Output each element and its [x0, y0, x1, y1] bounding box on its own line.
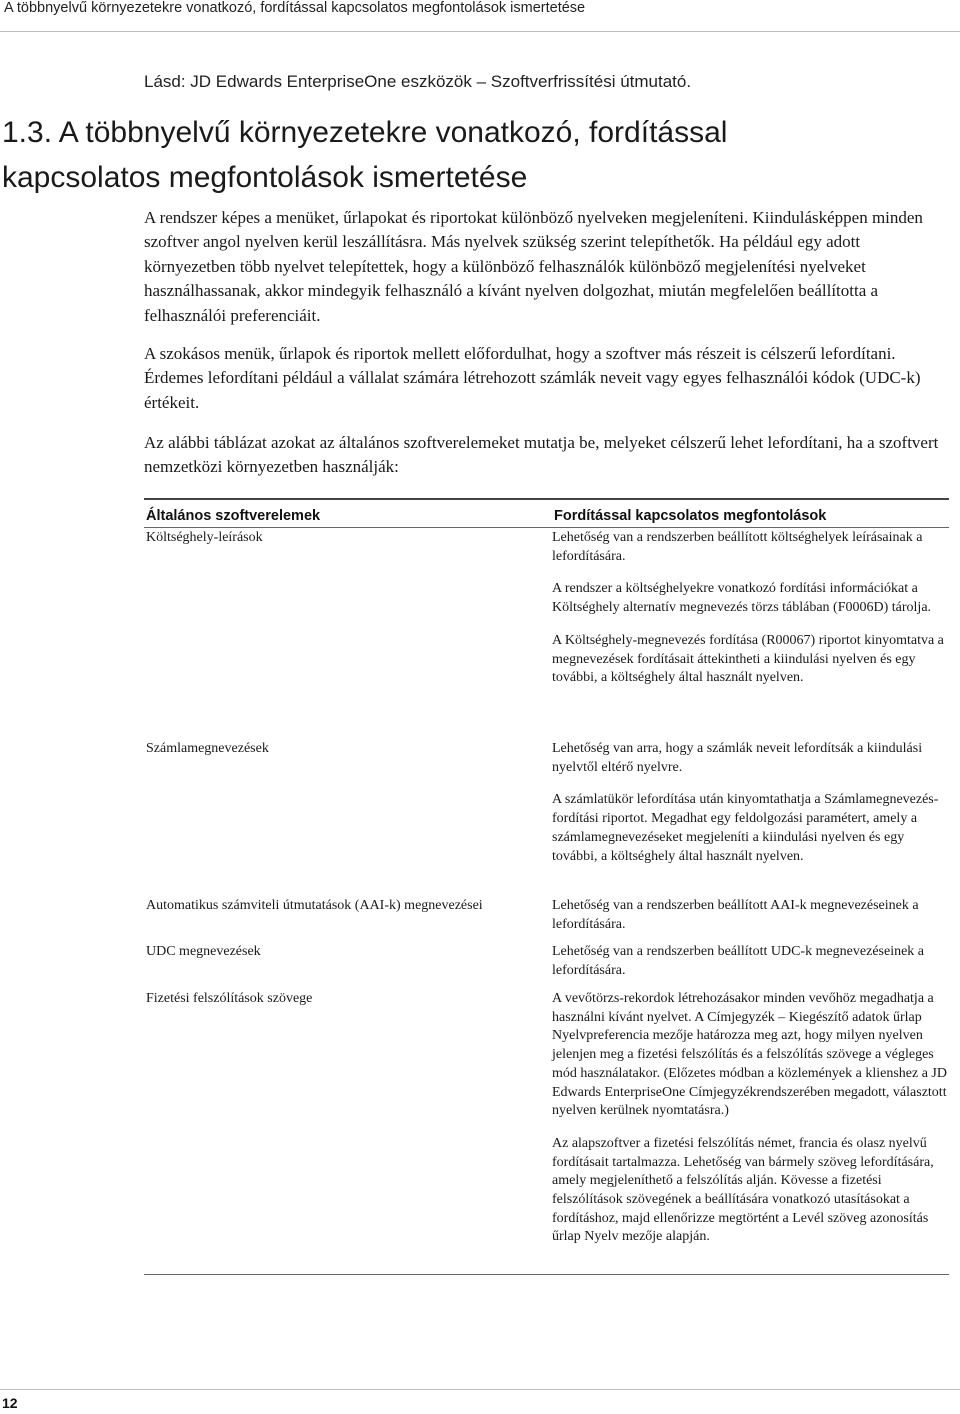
section-heading-line-1: 1.3. A többnyelvű környezetekre vonatkozó, fordítással [2, 116, 728, 149]
row-element: Számlamegnevezések [146, 741, 269, 756]
row-note: Lehetőség van arra, hogy a számlák neveit lefordítsák a kiindulási nyelvtől eltérő nyelvre. [552, 741, 923, 775]
intro-paragraph: A rendszer képes a menüket, űrlapokat és riportokat különböző nyelveken megjeleníteni. Kiindulásképpen minden szoftver angol nyelven kerül leszállításra. Más nyelvek szükség szerint telepíthetők. Ha például egy adott környezetben több nyelvet telepítettek, hogy a különböző felhasználók különböző megjelenítési nyelveket használhassanak, akkor mindegyik felhasználó a kívánt nyelven dolgozhat, miután megfelelően beállította a felhasználói preferenciáit. [144, 208, 923, 325]
table-row [144, 897, 949, 948]
row-note: A vevőtörzs-rekordok létrehozásakor minden vevőhöz megadhatja a használni kívánt nyelvet. A Címjegyzék – Kiegészítő adatok űrlap Nyelvpreferencia mezője határozza meg azt, hogy milyen nyelven jelenjen meg a fizetési felszólítás és a felszólítás szövege a végleges mód használatakor. (Előzetes módban a közlemények a klienshez a JD Edwards EnterpriseOne Címjegyzékrendszerében megadott, választott nyelven kerülnek nyomtatásra.) [552, 991, 947, 1119]
footer-divider [0, 1389, 960, 1390]
table-row [144, 740, 949, 880]
table-row [144, 943, 949, 994]
header-divider [0, 31, 960, 32]
translation-considerations-table [144, 498, 949, 1245]
row-element: Költséghely-leírások [146, 530, 263, 545]
table-header-rule [144, 527, 949, 528]
other-parts-paragraph: A szokásos menük, űrlapok és riportok mellett előfordulhat, hogy a szoftver más részeit is célszerű lefordítani. Érdemes lefordítani például a vállalat számára létrehozott számlák neveit vagy egyes felhasználói kódok (UDC-k) értékeit. [144, 344, 921, 412]
running-header: A többnyelvű környezetekre vonatkozó, fordítással kapcsolatos megfontolások ismertetése [4, 0, 586, 16]
row-notes [552, 529, 947, 702]
row-note: A Költséghely-megnevezés fordítása (R00067) riportot kinyomtatva a megnevezések fordításait áttekintheti a kiindulási nyelven és egy további, a költséghely által használt nyelven. [552, 632, 944, 686]
table-header-row [144, 500, 949, 526]
row-notes [552, 740, 947, 880]
section-heading [2, 110, 942, 200]
column-header-elements: Általános szoftverelemek [146, 508, 321, 524]
row-note: Az alapszoftver a fizetési felszólítás német, francia és olasz nyelvű fordításait tartalmazza. Lehetőség van bármely szöveg lefordítására, amely megjeleníthető a felszólítás alján. Kövesse a fizetési felszólítások szövegének a beállítására vonatkozó utasításokat a fordításhoz, majd ellenőrizze megtörtént a Levél szöveg azonosítás űrlap Nyelv mezője alapján. [552, 1135, 934, 1245]
column-header-considerations: Fordítással kapcsolatos megfontolások [554, 508, 827, 524]
see-also-reference: Lásd: JD Edwards EnterpriseOne eszközök – Szoftverfrissítési útmutató. [144, 72, 692, 91]
row-note: Lehetőség van a rendszerben beállított UDC-k megnevezéseinek a lefordítására. [552, 944, 925, 978]
row-notes [552, 943, 947, 994]
row-element: Fizetési felszólítások szövege [146, 991, 313, 1006]
row-note: A számlatükör lefordítása után kinyomtathatja a Számlamegnevezés-fordítási riportot. Megadhat egy feldolgozási paramétert, amely a számlamegnevezéseket megjeleníti a kiindulási nyelven és egy további, a költséghely által használt nyelven. [552, 792, 939, 864]
row-notes [552, 990, 947, 1261]
row-notes [552, 897, 947, 948]
section-heading-line-2: kapcsolatos megfontolások ismertetése [2, 161, 528, 194]
row-element: UDC megnevezések [146, 944, 261, 959]
table-row [144, 990, 949, 1261]
table-bottom-rule [144, 1274, 949, 1275]
table-intro-paragraph: Az alábbi táblázat azokat az általános szoftverelemeket mutatja be, melyeket célszerű lehet lefordítani, ha a szoftvert nemzetközi környezetben használják: [144, 433, 939, 477]
table-row [144, 529, 949, 702]
page-number: 12 [2, 1395, 18, 1411]
row-note: Lehetőség van a rendszerben beállított költséghelyek leírásainak a lefordítására. [552, 530, 923, 564]
row-note: A rendszer a költséghelyekre vonatkozó fordítási információkat a Költséghely alternatív megnevezés törzs táblában (F0006D) tárolja. [552, 581, 932, 616]
row-note: Lehetőség van a rendszerben beállított AAI-k megnevezéseinek a lefordítására. [552, 898, 919, 932]
row-element: Automatikus számviteli útmutatások (AAI-k) megnevezései [146, 898, 483, 913]
